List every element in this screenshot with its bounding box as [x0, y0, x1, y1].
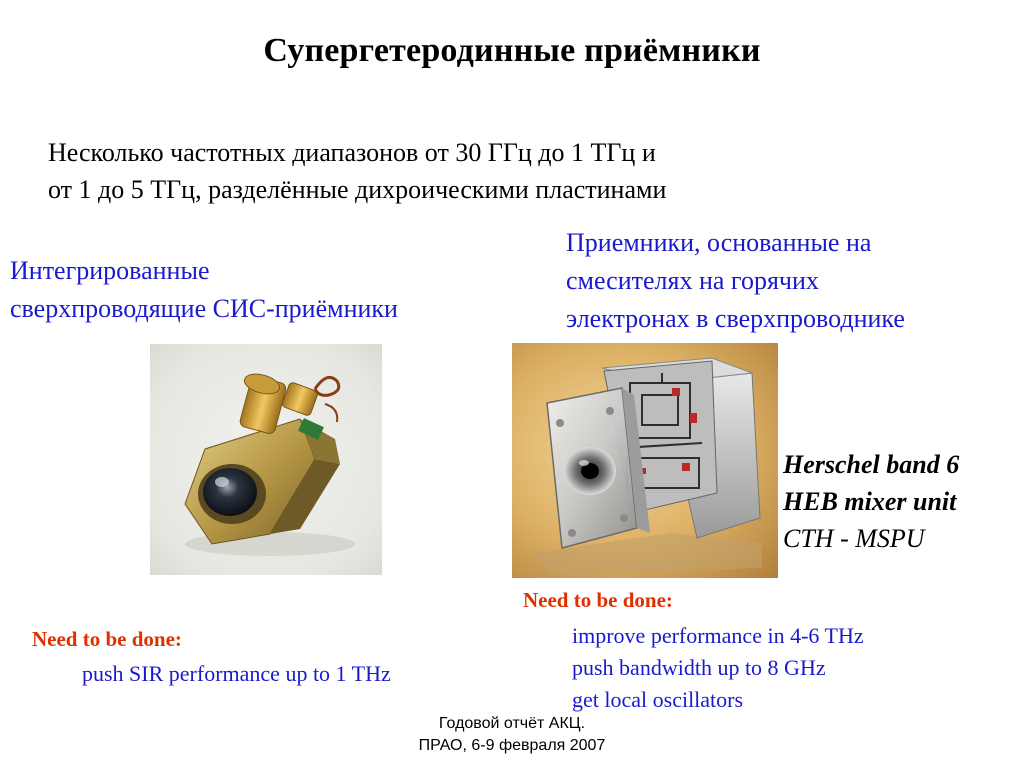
heb-receivers-heading — [566, 224, 1021, 338]
herschel-caption-line-3: CTH - MSPU — [783, 524, 925, 553]
heb-mixer-unit-photo — [512, 343, 778, 578]
sis-todo-item: push SIR performance up to 1 THz — [82, 661, 391, 686]
heb-heading-line-3: электронах в сверхпроводнике — [566, 304, 905, 333]
sis-heading-line-1: Интегрированные — [10, 256, 210, 285]
intro-line-2: от 1 до 5 ТГц, разделённые дихроическими пластинами — [48, 175, 667, 204]
herschel-caption-line-1: Herschel band 6 — [783, 450, 960, 479]
heb-mixer-illustration — [512, 343, 778, 578]
herschel-caption — [783, 446, 1023, 557]
footer-line-1: Годовой отчёт АКЦ. — [438, 715, 586, 732]
heb-heading-line-2: смесителях на горячих — [566, 266, 819, 295]
footer-line-2: ПРАО, 6-9 февраля 2007 — [418, 737, 606, 754]
intro-line-1: Несколько частотных диапазонов от 30 ГГц до 1 ТГц и — [48, 138, 656, 167]
heb-todo-list — [572, 620, 864, 716]
sis-receivers-heading — [10, 252, 530, 328]
slide-footer — [0, 713, 1024, 757]
sis-todo-title: Need to be done: — [32, 627, 182, 651]
intro-paragraph — [48, 134, 948, 208]
heb-todo-item-3: get local oscillators — [572, 687, 744, 712]
heb-todo-item-2: push bandwidth up to 8 GHz — [572, 655, 826, 680]
heb-todo-title: Need to be done: — [523, 588, 673, 612]
herschel-caption-line-2: HEB mixer unit — [783, 487, 957, 516]
sis-heading-line-2: сверхпроводящие СИС-приёмники — [10, 294, 398, 323]
sis-receiver-illustration — [150, 344, 382, 575]
heb-heading-line-1: Приемники, основанные на — [566, 228, 872, 257]
sis-receiver-photo — [150, 344, 382, 575]
heb-todo-item-1: improve performance in 4-6 THz — [572, 623, 864, 648]
slide-title: Супергетеродинные приёмники — [263, 32, 761, 69]
